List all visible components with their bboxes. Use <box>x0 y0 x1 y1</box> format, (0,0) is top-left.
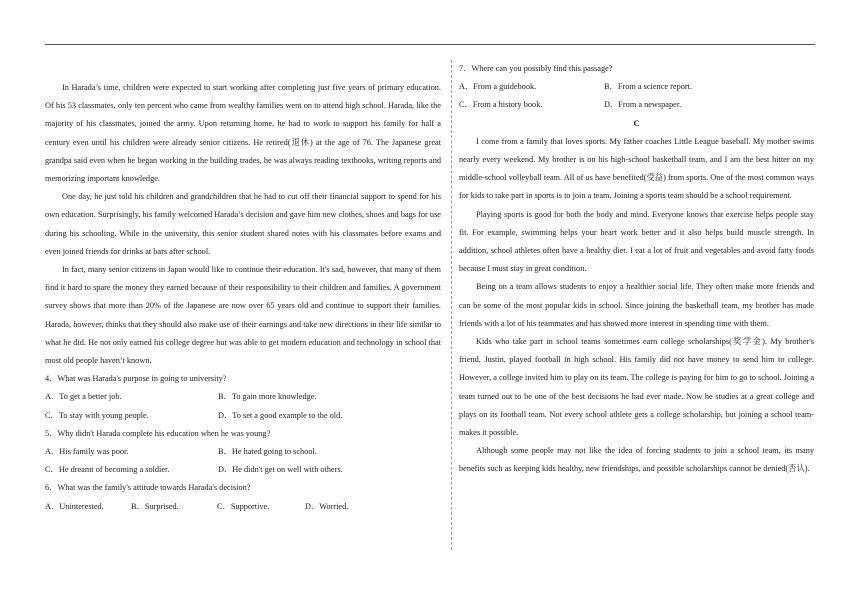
question-7-options-row-2 <box>459 96 814 114</box>
question-5-option-c: C．He dreamt of becoming a soldier. <box>45 465 170 475</box>
passage-paragraph-3: In fact, many senior citizens in Japan would like to continue their education. It's sad, however, that many of them find it hard to spare the money they earned because of their responsibility to their children and families. A government survey shows that more than 20% of the Japanese are now over 65 years old and continue to support their families. Harada, however, thinks that they should also make use of their earnings and take new directions in their life similar to what he did. He not only earned his college degree but was able to get modern education and technology in school that most old people haven’t known. <box>45 265 441 366</box>
question-5-options-row-1 <box>45 443 441 461</box>
question-6-option-d: D．Worried. <box>305 501 349 511</box>
question-5-option-d: D．He didn't get on well with others. <box>218 465 343 475</box>
passage-paragraph-2: One day, he just told his children and grandchildren that he had to cut off their financial support to spend for his own education. Surprisingly, his family welcomed Harada’s decision and gave him new clothes, shoes and bags for use during his schooling. While in the university, this senior student shared notes with his classmates before exams and even joined friends for drinks at bars after school. <box>45 192 441 256</box>
column-divider <box>451 60 452 550</box>
question-5-options-row-2 <box>45 461 441 479</box>
question-6-options <box>45 498 441 516</box>
header-rule <box>45 44 815 45</box>
question-7-option-b: B．From a science report. <box>604 82 693 92</box>
question-7-options-row-1 <box>459 78 814 96</box>
question-4-option-c: C．To stay with young people. <box>45 410 149 420</box>
question-5-option-a: A．His family was poor. <box>45 447 129 457</box>
question-5-option-b: B．He hated going to school. <box>218 447 317 457</box>
section-heading: C <box>633 118 640 128</box>
passage-c-paragraph-3: Being on a team allows students to enjoy a healthier social life. They often make more friends and can be some of the most popular kids in school. Since joining the basketball team, my brother has made friends with a lot of his teammates and has showed more interest in spending time with them. <box>459 282 814 328</box>
question-4-stem: 4．What was Harada's purpose in going to university? <box>45 374 227 384</box>
right-column <box>459 60 814 479</box>
question-7-option-d: D．From a newspaper. <box>604 100 682 110</box>
question-4-options-row-2 <box>45 407 441 425</box>
question-5-stem: 5．Why didn't Harada complete his education when he was young? <box>45 428 271 438</box>
left-column <box>45 79 441 516</box>
passage-c-paragraph-2: Playing sports is good for both the body and mind. Everyone knows that exercise helps people stay fit. For example, swimming helps your heart work better and it also helps build muscle strength. In addition, school athletes often have a healthy diet. I eat a lot of fruit and vegetables and avoid fatty foods because I must stay in great condition. <box>459 209 814 274</box>
question-7-option-c: C．From a history book. <box>459 100 543 110</box>
question-6-stem: 6．What was the family's attitude towards Harada's decision? <box>45 483 251 493</box>
question-6-option-c: C．Supportive. <box>217 501 270 511</box>
passage-c-paragraph-4: Kids who take part in school teams sometimes earn college scholarships(奖学金). My brother's friend, Justin, played football in high school. His family did not have money to send him to college. However, a college invited him to play on its team. The college is paying for him to go to school. Joining a team turned out to be one of the best decisions he had ever made. Now he studies at a great college and plays on its football team. Not every school athlete gets a college scholarship, but joining a school team-makes it possible. <box>459 337 814 438</box>
question-7-option-a: A．From a guidebook. <box>459 82 537 92</box>
question-6-option-b: B．Surprised. <box>131 501 179 511</box>
passage-c-paragraph-5: Although some people may not like the idea of forcing students to join a school team, its many benefits such as keeping kids healthy, new friendships, and possible scholarships cannot be denied(否认). <box>459 446 814 474</box>
question-4-option-a: A．To get a better job. <box>45 392 122 402</box>
question-6-option-a: A．Uninterested. <box>45 501 104 511</box>
question-4-option-b: B．To gain more knowledge. <box>218 392 317 402</box>
question-4-options-row-1 <box>45 388 441 406</box>
passage-c-paragraph-1: I come from a family that loves sports. My father coaches Little League baseball. My mother swims nearly every weekend. My brother is on his high-school basketball team, and I am the best hitter on my middle-school volleyball team. All of us have benefited(受益) from sports. One of the most common ways for kids to take part in sports is to join a team. Joining a sports team should be a school requirement. <box>459 136 814 201</box>
question-7-stem: 7．Where can you possibly find this passage? <box>459 64 613 73</box>
question-4-option-d: D．To set a good example to the old. <box>218 410 343 420</box>
passage-paragraph-1: In Harada’s time, children were expected to start working after completing just five years of primary education. Of his 53 classmates, only ten percent who came from wealthy families went on to attend high school. Harada, like the majority of his classmates, joined the army. Upon returning home, he had to work to support his family for half a century even until his children were already senior citizens. He retired(退休) at the age of 76. The Japanese great grandpa said even when he began working in the building trades, he was always reading textbooks, writing reports and memorizing important knowledge. <box>45 83 441 184</box>
